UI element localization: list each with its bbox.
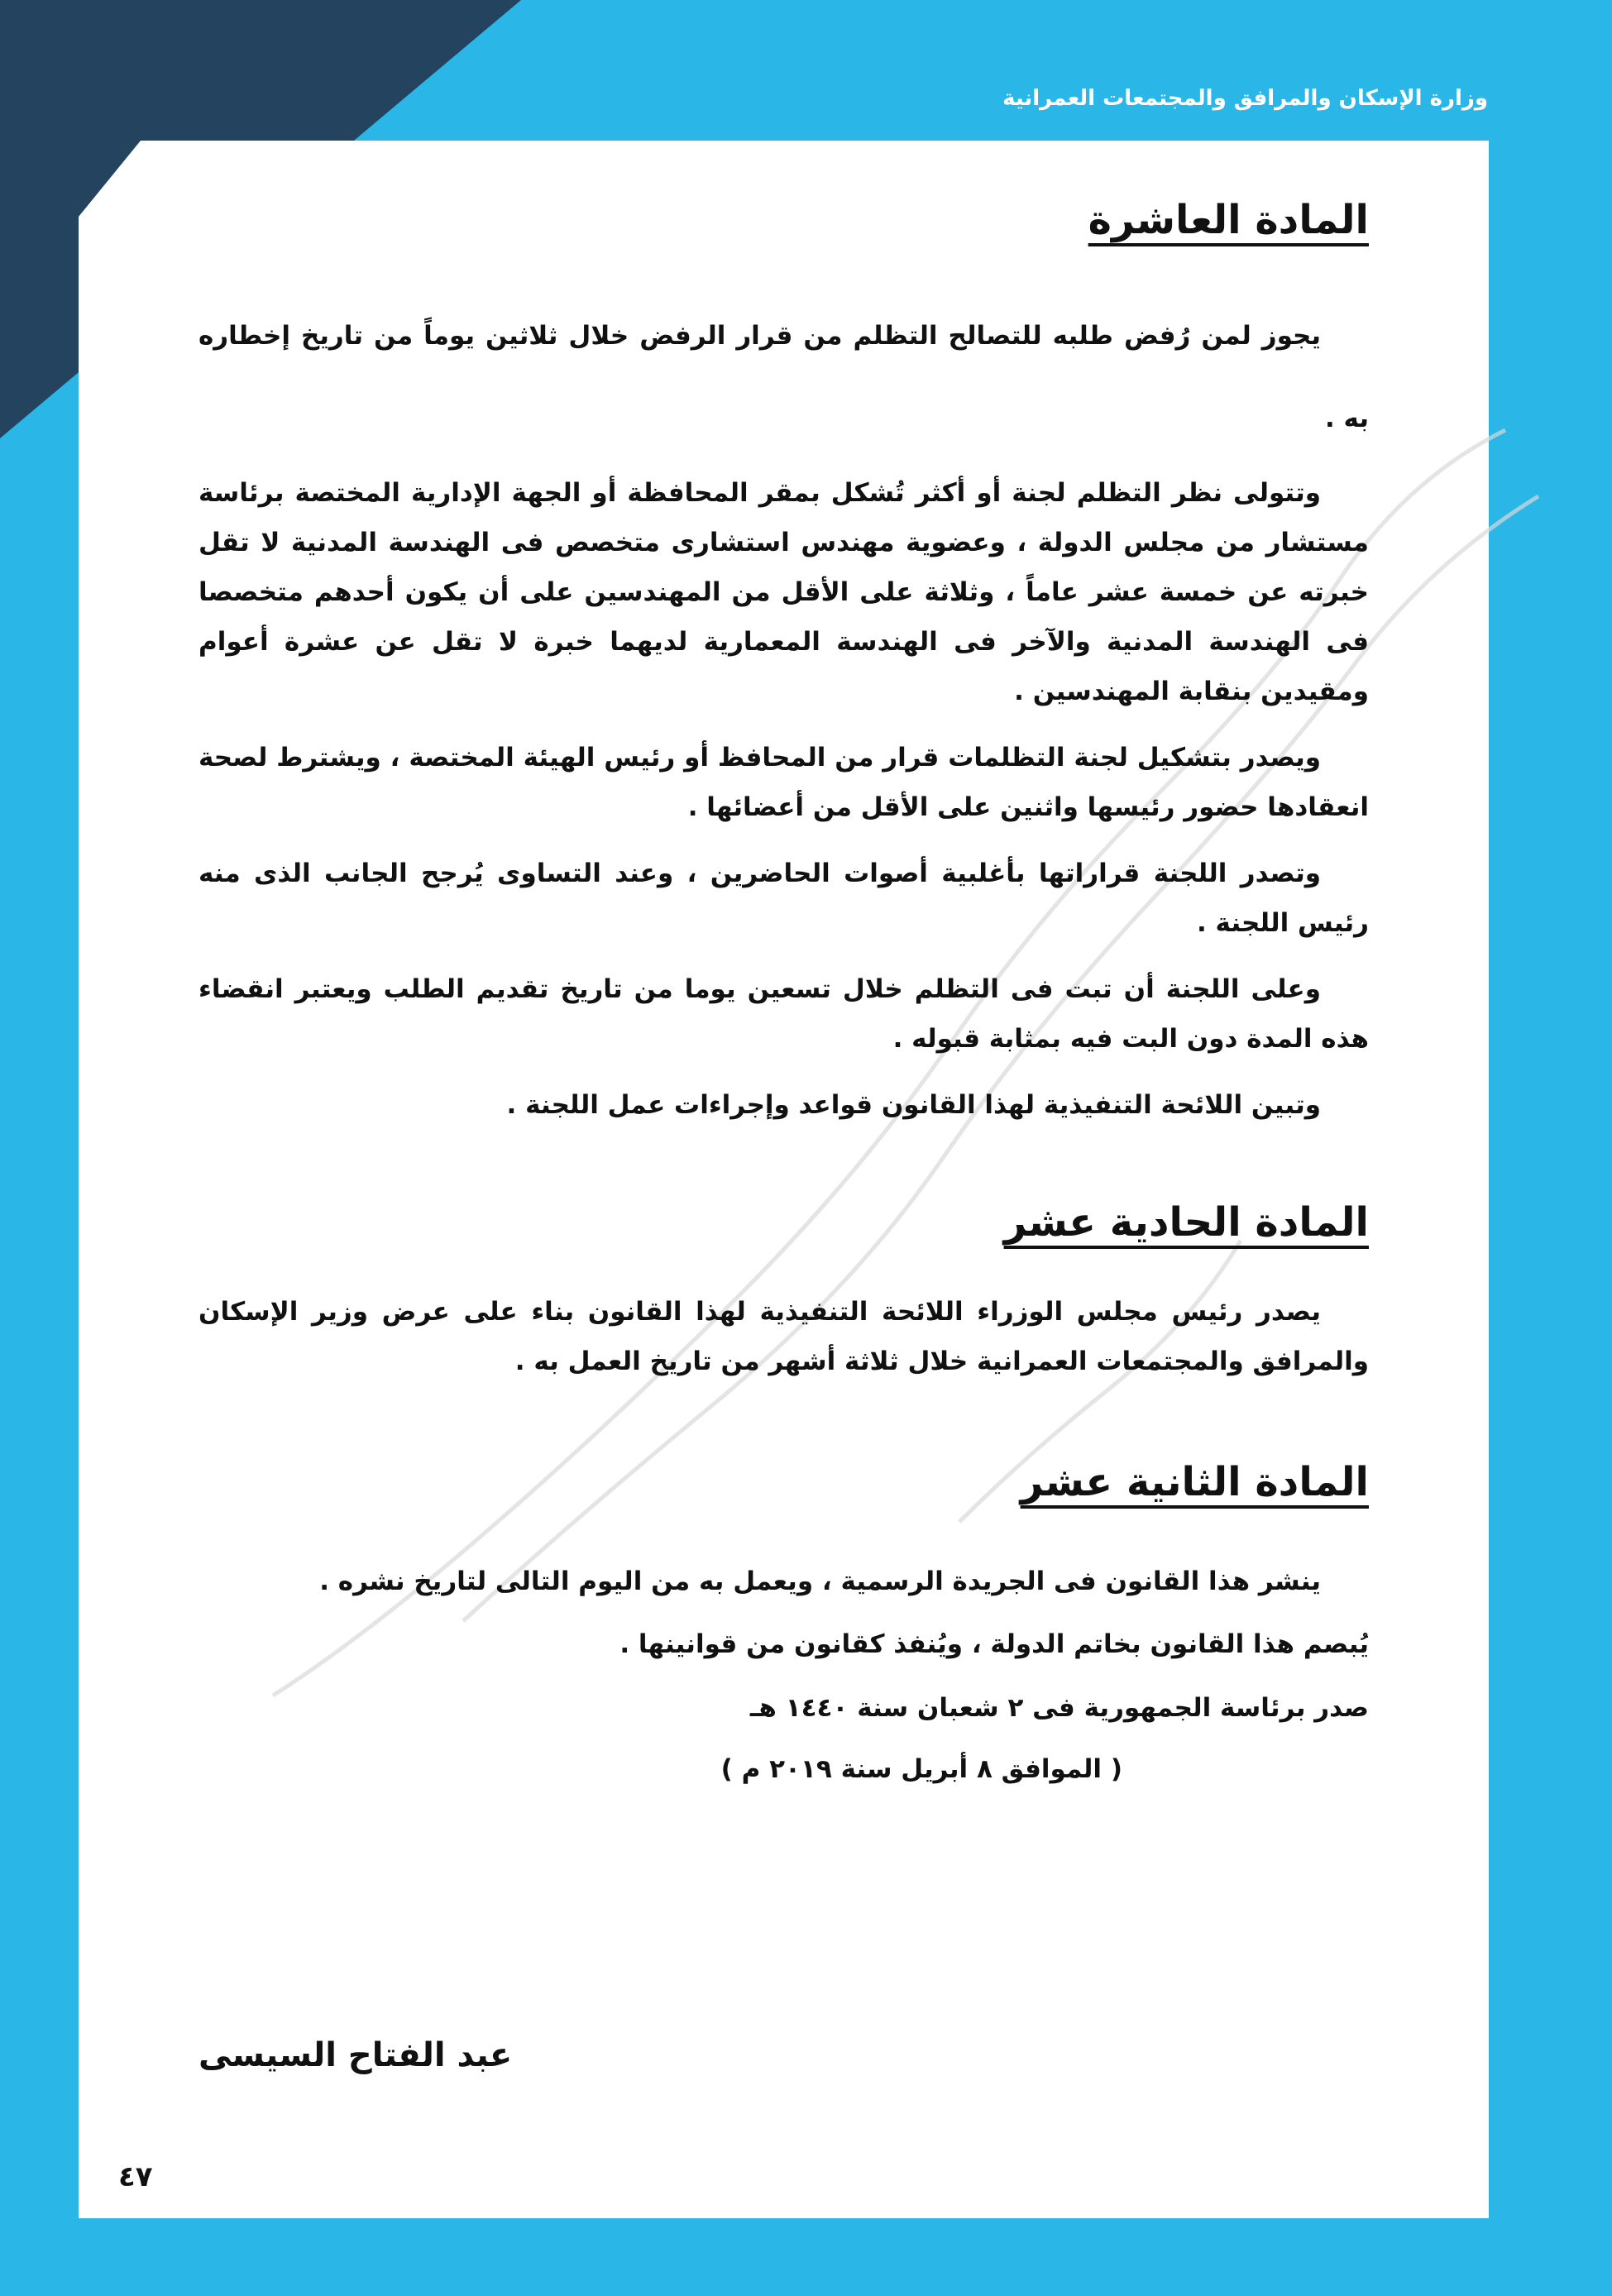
article-twelve-line-2: يُبصم هذا القانون بخاتم الدولة ، ويُنفذ كقانون من قوانينها . xyxy=(619,1629,1369,1659)
article-twelve-line-1: ينشر هذا القانون فى الجريدة الرسمية ، ويعمل به من اليوم التالى لتاريخ نشره . xyxy=(319,1567,1321,1596)
article-twelve-title: المادة الثانية عشر xyxy=(1020,1459,1369,1505)
document-body xyxy=(199,165,1369,1795)
article-ten-paragraph-4: وتصدر اللجنة قراراتها بأغلبية أصوات الحاضرين ، وعند التساوى يُرجح الجانب الذى منه رئيس اللجنة . xyxy=(199,859,1369,938)
article-ten-paragraph-3: ويصدر بتشكيل لجنة التظلمات قرار من المحافظ أو رئيس الهيئة المختصة ، ويشترط لصحة انعقادها حضور رئيسها واثنين على الأقل من أعضائها . xyxy=(199,743,1369,822)
page-number: ٤٧ xyxy=(118,2160,153,2193)
ministry-header: وزارة الإسكان والمرافق والمجتمعات العمرانية xyxy=(1002,86,1488,111)
article-ten-paragraph-5: وعلى اللجنة أن تبت فى التظلم خلال تسعين يوما من تاريخ تقديم الطلب ويعتبر انقضاء هذه المدة دون البت فيه بمثابة قبوله . xyxy=(199,974,1369,1054)
article-ten-paragraph-6: وتبين اللائحة التنفيذية لهذا القانون قواعد وإجراءات عمل اللجنة . xyxy=(506,1090,1321,1120)
signature: عبد الفتاح السيسى xyxy=(199,2036,513,2074)
article-eleven-paragraph-1: يصدر رئيس مجلس الوزراء اللائحة التنفيذية لهذا القانون بناء على عرض وزير الإسكان والمرافق والمجتمعات العمرانية خلال ثلاثة أشهر من تاريخ العمل به . xyxy=(199,1297,1369,1376)
article-ten-title: المادة العاشرة xyxy=(1088,197,1369,243)
article-twelve-line-3: صدر برئاسة الجمهورية فى ٢ شعبان سنة ١٤٤٠ هـ xyxy=(749,1693,1369,1723)
article-ten-paragraph-2: وتتولى نظر التظلم لجنة أو أكثر تُشكل بمقر المحافظة أو الجهة الإدارية المختصة برئاسة مستشار من مجلس الدولة ، وعضوية مهندس استشارى متخصص فى الهندسة المدنية لا تقل خبرته عن خمسة عشر عاماً ، وثلاثة على الأقل من المهندسين على أن يكون أحدهم متخصصا فى الهندسة المدنية والآخر فى الهندسة المعمارية لديهما خبرة لا تقل عن عشرة أعوام ومقيدين بنقابة المهندسين . xyxy=(199,478,1369,706)
article-twelve-lines xyxy=(199,1547,1369,1795)
article-eleven-title: المادة الحادية عشر xyxy=(1003,1199,1369,1246)
article-twelve-line-4: ( الموافق ٨ أبريل سنة ٢٠١٩ م ) xyxy=(720,1754,1122,1784)
article-ten-paragraph-1: يجوز لمن رُفض طلبه للتصالح التظلم من قرار الرفض خلال ثلاثين يوماً من تاريخ إخطاره به . xyxy=(199,321,1369,433)
